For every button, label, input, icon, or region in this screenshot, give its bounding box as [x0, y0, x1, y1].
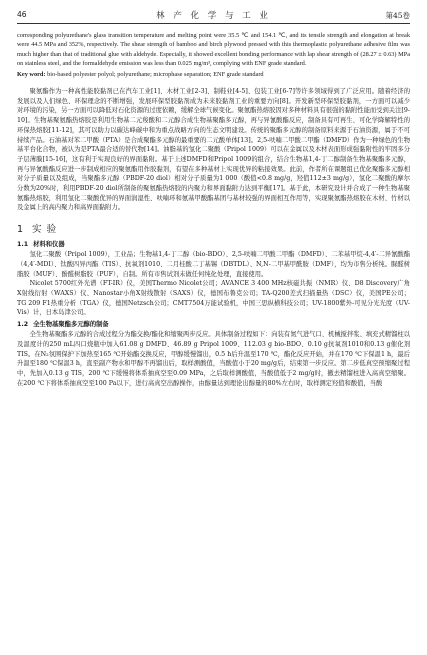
journal-title: 林 产 化 学 与 工 业	[156, 11, 271, 21]
introduction-paragraph: 聚氨酯作为一种高性能胶黏剂已在汽车工业[1]、木材工业[2-3]、制鞋业[4-5]、包装工业[6-7]等许多领域得到了广泛应用。随着经济的发展以及人们绿色、环保理念的不断增强，发展环保型胶黏剂成为未来胶黏剂工业的重要方向[8]。开发新型环保型胶黏剂，一方面可以减少对环境的污染，另一方面可以降低对石化资源的过度依赖，缓解全球气候变化。聚氨酯热熔胶因对多种材料具有很强的黏附性能而受到关注[9-10]。生物基聚氨酯热熔胶是利用生物基二元羧酸和二元醇合成生物基聚酯多元醇，再与异氰酸酯反应，制备具有可再生、可化学降解特性的环保热熔胶[11-12]，其可以助力以碳达峰碳中和为重点战略方向的生态文明建设。传统的聚酯多元醇的制备原料来源于石油资源，属于不可持续产品。石油基对苯二甲酸（PTA）是合成聚酯多元醇的最重要的二元酸单体[13]。2,5-呋喃二甲酸二甲酯（DMFD）作为一种绿色的生物基平台化合物，被认为是PTA最合适的替代物[14]。油脂基的氢化二聚酸（Pripol 1009）可以在金属以及木材表面形成强黏附性的牢固多分子层薄膜[15-16]，这有利于实现良好的界面黏附。基于上述DMFD和Pripol 1009的组合，结合生物基1,4-丁二醇制备生物基聚酯多元醇，再与异氰酸酯反应进一步制成相应的聚氨酯用作胶黏剂，有望在多种基材上实现优异的粘接效果。此前，作者所在课题组已优化聚酯多元醇相对分子质量以及组成，当聚酯多元醇（PBDF-20 diol）相对分子质量为1 000（酸值<0.8 mg/g，羟值112±3 mg/g），氢化二聚酸的摩尔分数为20%时，利用PBDF-20 diol所制备的聚氨酯热熔胶的内聚力和界面黏附力达到平衡[17]。基于此，本研究设计并合成了一种生物基聚氨酯热熔胶，利用氢化二聚酸优异的界面润湿性、呋喃环和氨基甲酸酯基团与基材较强的界面相互作用等，实现聚氨酯热熔胶在木材、竹材以及金属上的高内聚力和高界面黏附力。	[17, 88, 410, 212]
keywords	[17, 70, 410, 79]
keywords-text: bio-based polyester polyol; polyurethane; microphase separation; ENF grade standard	[47, 70, 264, 78]
header-divider	[17, 23, 410, 24]
abstract-english: corresponding polyurethane's glass transition temperature and melting point were 35.5 ℃ and 154.1 ℃, and its tensile strength and elongation at break were 44.5 MPa and 352%, respectively. The shear strength of bamboo and birch plywood pressed with this thermoplastic polyurethane adhesive film was much higher than that of traditional glue with aldehyde. Especially, it showed excellent bonding performance with lap shear strength of (28.27 ± 0.63) MPa on stainless steel, and the formaldehyde emission was less than 0.025 mg/m³, complying with ENF grade standard.	[17, 32, 410, 68]
main-content	[17, 31, 410, 388]
synthesis-paragraph: 全生物基聚酯多元醇的合成过程分为酯交换/酯化和缩聚两步反应。具体制备过程如下：向装有氮气进气口、机械搅拌浆、填充式精馏柱以及温度计的250 mL四口烧瓶中加入61.08 g DMFD、46.89 g Pripol 1009、112.03 g bio-BDO、0.10 g抗氧剂1010和0.13 g催化剂TIS。在N₂氛围保护下加热至165 ℃开始酯交换反应，甲醇缓慢馏出，0.5 h后升温至170 ℃，酯化反应开始，并在170 ℃下保温1 h，最后升温至180 ℃保温3 h，直至副产物水和甲醇不再馏出后，取样测酸值，当酸值小于20 mg/g后，结束第一步反应。第二步低真空预缩聚过程中，先加入0.13 g TIS，200 ℃下缓慢将体系抽真空至0.09 MPa，之后取样测酸值，当酸值低于2 mg/g时，撤去精馏柱进入高真空缩聚。在200 ℃下将体系抽真空至100 Pa以下，进行高真空出醇操作，由醇量达到理论出醇量的80%左右时，取样测定羟值和酸值，当酸	[17, 331, 410, 387]
keywords-label: Key word:	[17, 70, 46, 78]
subsection-heading-materials: 1.1 材料和仪器	[17, 241, 65, 249]
volume-label: 第45卷	[385, 11, 410, 20]
page-number: 46	[17, 10, 27, 19]
running-header	[17, 8, 410, 22]
instruments-paragraph: Nicolet 5700红外光谱（FT-IR）仪，美国Thermo Nicolet公司；AVANCE 3 400 MHz核磁共振（NMR）仪、D8 Discovery广角X射线衍射（WAXS）仪、Nanostar小角X射线散射（SAXS）仪，德国布鲁克公司；TA-Q200差式扫描量热（DSC）仪，美国PE公司；TG 209 F1热重分析（TGA）仪，德国Netzsch公司；CMT7504万能试验机，中国三思纵横科技公司；UV-1800紫外-可见分光光度（UV-Vis）计，日本岛津公司。	[17, 280, 410, 317]
materials-paragraph: 氢化二聚酸（Pripol 1009），工业品；生物基1,4-丁二醇（bio-BDO）、2,5-呋喃二甲酸二甲酯（DMFD）、二苯基甲烷-4,4′-二异氰酸酯（4,4′-MDI）、钛酸四异丙酯（TIS）、抗氧剂1010、二月桂酸二丁基锡（DBTDL）、N,N-二甲基甲酰胺（DMF），均为市售分析纯。脲醛树脂胶（MUF）、酚醛树脂胶（PUF），自制。所有市售试剂未做任何纯化处理，直接使用。	[17, 251, 410, 278]
section-heading-experiment: 1 实 验	[17, 224, 58, 236]
subsection-heading-synthesis: 1.2 全生物基聚酯多元醇的制备	[17, 321, 109, 329]
